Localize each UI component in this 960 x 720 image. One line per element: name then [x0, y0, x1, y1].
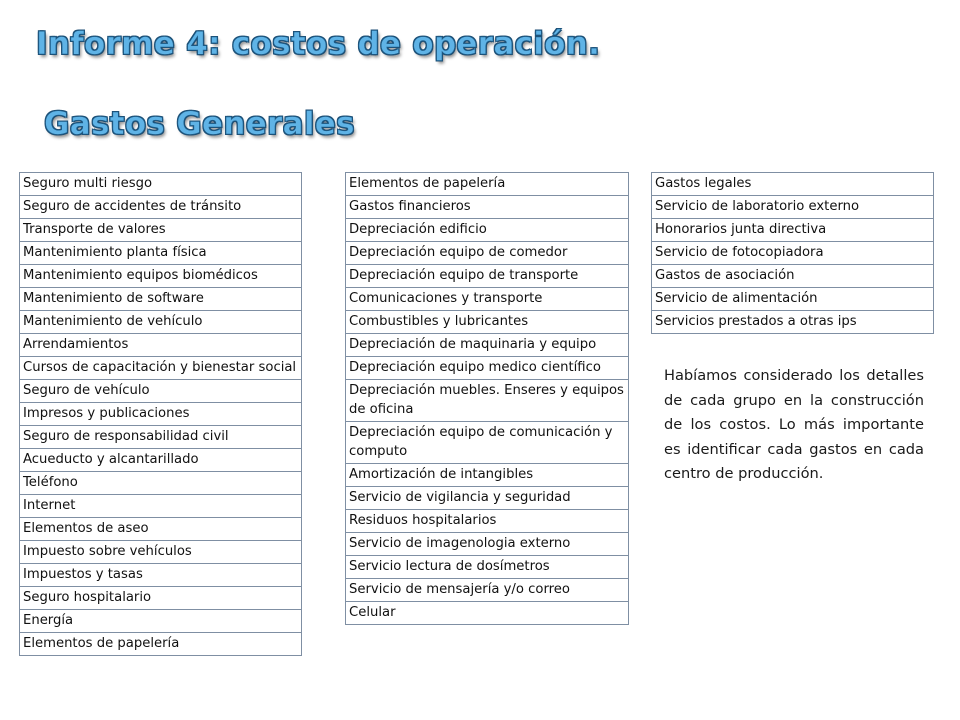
table-row	[346, 579, 629, 602]
expense-item: Seguro multi riesgo	[20, 173, 302, 196]
table-row	[346, 357, 629, 380]
table-row	[20, 610, 302, 633]
expense-item: Servicio de imagenologia externo	[346, 533, 629, 556]
table-row	[20, 518, 302, 541]
table-row	[652, 219, 934, 242]
table-row	[346, 334, 629, 357]
expense-item: Energía	[20, 610, 302, 633]
expense-item: Residuos hospitalarios	[346, 510, 629, 533]
table-row	[20, 219, 302, 242]
table-row	[20, 196, 302, 219]
expense-item: Impresos y publicaciones	[20, 403, 302, 426]
table-row	[346, 510, 629, 533]
expense-item: Impuesto sobre vehículos	[20, 541, 302, 564]
table-row	[20, 495, 302, 518]
expense-item: Gastos financieros	[346, 196, 629, 219]
expense-item: Internet	[20, 495, 302, 518]
expense-item: Seguro de vehículo	[20, 380, 302, 403]
expense-table-1	[19, 172, 302, 656]
table-row	[346, 556, 629, 579]
expense-item: Mantenimiento de vehículo	[20, 311, 302, 334]
table-row	[346, 219, 629, 242]
expense-item: Depreciación equipo de comedor	[346, 242, 629, 265]
table-row	[346, 487, 629, 510]
table-row	[652, 196, 934, 219]
expense-table-2	[345, 172, 629, 625]
expense-item: Mantenimiento equipos biomédicos	[20, 265, 302, 288]
table-row	[20, 173, 302, 196]
expense-item: Servicio de alimentación	[652, 288, 934, 311]
table-row	[20, 587, 302, 610]
table-row	[20, 564, 302, 587]
table-row	[346, 311, 629, 334]
table-row	[20, 311, 302, 334]
page-title: Informe 4: costos de operación.	[36, 26, 601, 62]
expense-item: Servicio de fotocopiadora	[652, 242, 934, 265]
table-row	[652, 288, 934, 311]
table-row	[20, 288, 302, 311]
table-row	[652, 265, 934, 288]
table-row	[346, 380, 629, 422]
expense-item: Servicio de vigilancia y seguridad	[346, 487, 629, 510]
expense-item: Depreciación edificio	[346, 219, 629, 242]
expense-item: Depreciación equipo medico científico	[346, 357, 629, 380]
table-row	[20, 541, 302, 564]
table-row	[346, 242, 629, 265]
table-row	[346, 265, 629, 288]
expense-item: Seguro hospitalario	[20, 587, 302, 610]
explanatory-note: Habíamos considerado los detalles de cada grupo en la construcción de los costos. Lo más importante es identificar cada gastos en cada centro de producción.	[664, 367, 924, 483]
expense-item: Gastos de asociación	[652, 265, 934, 288]
expense-item: Impuestos y tasas	[20, 564, 302, 587]
expense-item: Arrendamientos	[20, 334, 302, 357]
expense-item: Gastos legales	[652, 173, 934, 196]
expense-item: Teléfono	[20, 472, 302, 495]
expense-item: Servicio de mensajería y/o correo	[346, 579, 629, 602]
table-row	[346, 288, 629, 311]
expense-item: Transporte de valores	[20, 219, 302, 242]
table-row	[20, 449, 302, 472]
table-row	[20, 357, 302, 380]
expense-item: Servicios prestados a otras ips	[652, 311, 934, 334]
table-row	[652, 173, 934, 196]
expense-item: Depreciación equipo de comunicación y computo	[346, 422, 629, 464]
expense-item: Elementos de papelería	[346, 173, 629, 196]
expense-item: Celular	[346, 602, 629, 625]
table-row	[346, 173, 629, 196]
table-row	[20, 633, 302, 656]
table-row	[652, 242, 934, 265]
table-row	[346, 464, 629, 487]
expense-item: Cursos de capacitación y bienestar social	[20, 357, 302, 380]
table-row	[20, 426, 302, 449]
expense-item: Depreciación de maquinaria y equipo	[346, 334, 629, 357]
table-row	[346, 422, 629, 464]
table-row	[20, 472, 302, 495]
table-row	[20, 403, 302, 426]
expense-item: Amortización de intangibles	[346, 464, 629, 487]
expense-item: Honorarios junta directiva	[652, 219, 934, 242]
section-subtitle: Gastos Generales	[44, 106, 355, 142]
expense-table-3	[651, 172, 934, 334]
expense-item: Servicio de laboratorio externo	[652, 196, 934, 219]
table-row	[20, 380, 302, 403]
expense-item: Comunicaciones y transporte	[346, 288, 629, 311]
expense-item: Seguro de responsabilidad civil	[20, 426, 302, 449]
expense-item: Seguro de accidentes de tránsito	[20, 196, 302, 219]
table-row	[346, 196, 629, 219]
expense-item: Elementos de aseo	[20, 518, 302, 541]
expense-item: Elementos de papelería	[20, 633, 302, 656]
expense-item: Depreciación equipo de transporte	[346, 265, 629, 288]
table-row	[20, 334, 302, 357]
expense-item: Acueducto y alcantarillado	[20, 449, 302, 472]
expense-item: Servicio lectura de dosímetros	[346, 556, 629, 579]
table-row	[346, 602, 629, 625]
expense-item: Combustibles y lubricantes	[346, 311, 629, 334]
expense-item: Depreciación muebles. Enseres y equipos de oficina	[346, 380, 629, 422]
expense-item: Mantenimiento planta física	[20, 242, 302, 265]
table-row	[20, 265, 302, 288]
table-row	[20, 242, 302, 265]
table-row	[652, 311, 934, 334]
expense-item: Mantenimiento de software	[20, 288, 302, 311]
table-row	[346, 533, 629, 556]
